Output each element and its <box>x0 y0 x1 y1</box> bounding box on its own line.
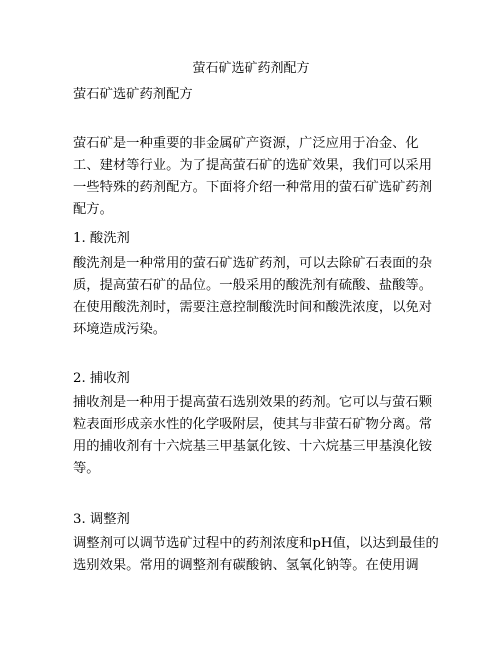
section-heading-regulator: 3. 调整剂 <box>73 512 130 527</box>
intro-paragraph: 萤石矿是一种重要的非金属矿产资源，广泛应用于冶金、化工、建材等行业。为了提高萤石矿的选矿效果，我们可以采用一些特殊的药剂配方。下面将介绍一种常用的萤石矿选矿药剂配方。 <box>73 136 433 217</box>
section-body-collector: 捕收剂是一种用于提高萤石选别效果的药剂。它可以与萤石颗粒表面形成亲水性的化学吸附层，使其与非萤石矿物分离。常用的捕收剂有十六烷基三甲基氯化铵、十六烷基三甲基溴化铵等。 <box>73 395 433 476</box>
section-body-acid-wash: 酸洗剂是一种常用的萤石矿选矿药剂，可以去除矿石表面的杂质，提高萤石矿的品位。一般采用的酸洗剂有硫酸、盐酸等。在使用酸洗剂时，需要注意控制酸洗时间和酸洗浓度，以免对环境造成污染。 <box>73 256 433 337</box>
section-heading-acid-wash: 1. 酸洗剂 <box>73 231 130 246</box>
section-heading-collector: 2. 捕收剂 <box>73 371 130 386</box>
document-subtitle: 萤石矿选矿药剂配方 <box>73 87 193 102</box>
section-body-regulator: 调整剂可以调节选矿过程中的药剂浓度和pH值，以达到最佳的选别效果。常用的调整剂有碳酸钠、氢氧化钠等。在使用调 <box>73 536 439 573</box>
document-title: 萤石矿选矿药剂配方 <box>192 61 310 76</box>
